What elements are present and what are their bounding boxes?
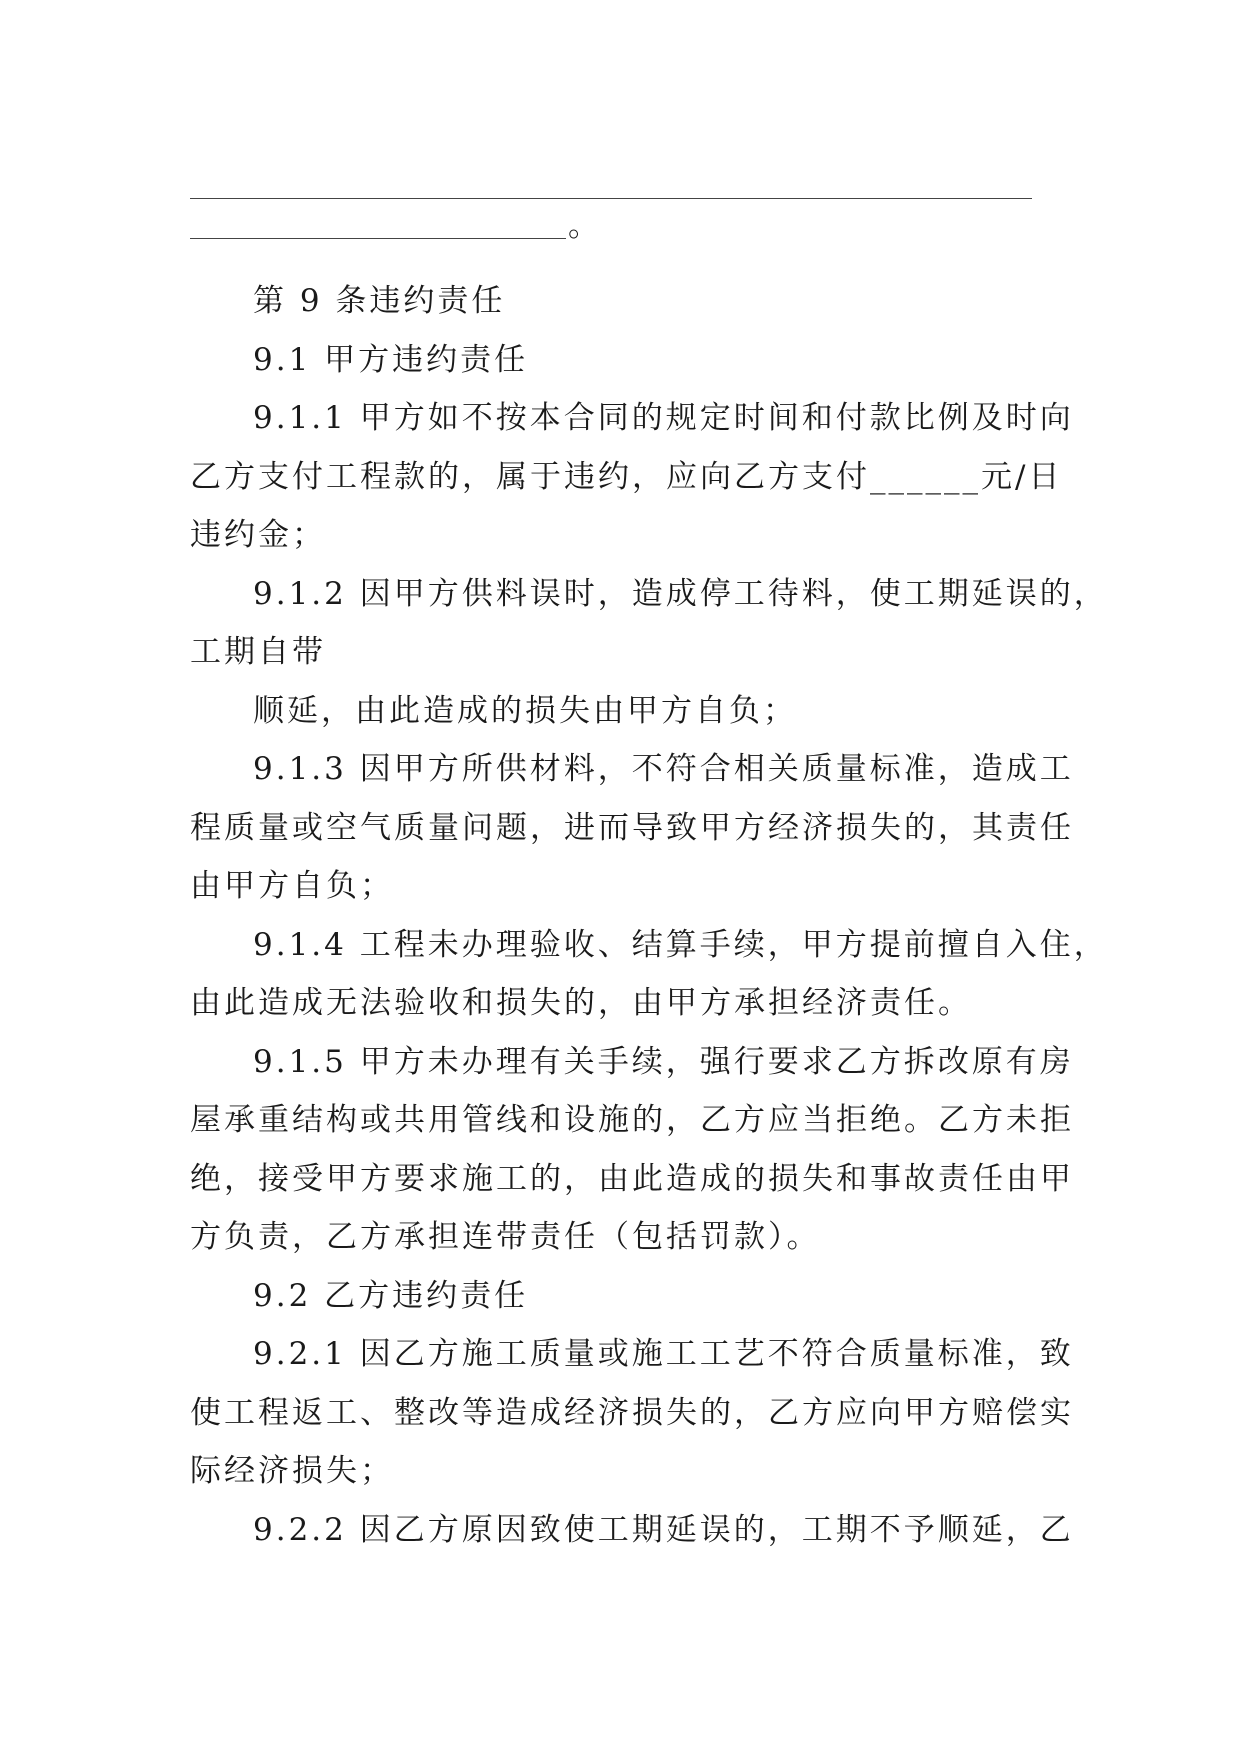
- sentence-end-mark: 。: [568, 208, 599, 244]
- clause-9-1-3-line: 程质量或空气质量问题，进而导致甲方经济损失的，其责任: [190, 809, 1074, 846]
- clause-9-1-1-line: 违约金；: [190, 517, 326, 553]
- clause-9-2-2-line: 9.2.2 因乙方原因致使工期延误的，工期不予顺延，乙: [253, 1511, 1074, 1548]
- clause-9-1-3-line: 9.1.3 因甲方所供材料，不符合相关质量标准，造成工: [253, 751, 1074, 787]
- fill-in-blank-line-end: [190, 202, 1050, 252]
- clause-9-1-5-line: 9.1.5 甲方未办理有关手续，强行要求乙方拆改原有房: [253, 1043, 1074, 1080]
- document-body: [190, 168, 1108, 1559]
- clause-9-2-1-line: 9.2.1 因乙方施工质量或施工工艺不符合质量标准，致: [253, 1336, 1074, 1372]
- clause-9-1-4-line: 9.1.4 工程未办理验收、结算手续，甲方提前擅自入住，: [253, 926, 1108, 963]
- article-9-heading: 第 9 条违约责任: [253, 283, 506, 319]
- clause-9-1-5-line: 屋承重结构或共用管线和设施的，乙方应当拒绝。乙方未拒: [190, 1102, 1074, 1138]
- section-9-1-heading: 9.1 甲方违约责任: [253, 341, 529, 378]
- blank-underline: [190, 238, 566, 239]
- clause-9-1-2-line: 工期自带: [190, 634, 326, 670]
- clause-9-2-1-line: 使工程返工、整改等造成经济损失的，乙方应向甲方赔偿实: [190, 1394, 1074, 1431]
- fill-in-blank-line: [190, 168, 1050, 202]
- clause-9-1-3-line: 由甲方自负；: [190, 868, 394, 904]
- clause-9-1-1-line: 乙方支付工程款的，属于违约，应向乙方支付______元/日: [190, 458, 1063, 495]
- clause-9-1-5-line: 绝，接受甲方要求施工的，由此造成的损失和事故责任由甲: [190, 1160, 1074, 1197]
- blank-underline: [190, 198, 1032, 199]
- clause-9-1-4-line: 由此造成无法验收和损失的，由甲方承担经济责任。: [190, 985, 972, 1021]
- clause-9-1-5-line: 方负责，乙方承担连带责任（包括罚款）。: [190, 1219, 821, 1255]
- clause-9-1-2-line: 顺延，由此造成的损失由甲方自负；: [253, 692, 797, 729]
- section-9-2-heading: 9.2 乙方违约责任: [253, 1277, 529, 1314]
- clause-9-2-1-line: 际经济损失；: [190, 1453, 394, 1489]
- clause-9-1-2-line: 9.1.2 因甲方供料误时，造成停工待料，使工期延误的，: [253, 575, 1108, 612]
- clause-9-1-1-line: 9.1.1 甲方如不按本合同的规定时间和付款比例及时向: [253, 400, 1074, 436]
